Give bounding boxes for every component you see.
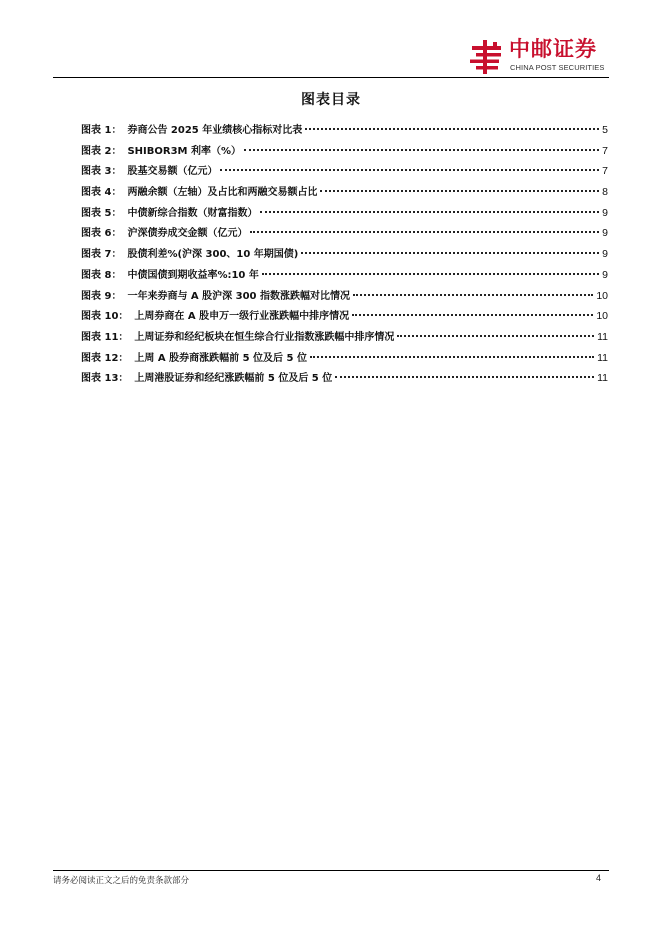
toc-entry-text: 一年来券商与 A 股沪深 300 指数涨跌幅对比情况 — [127, 290, 350, 302]
toc-dot-leader — [335, 364, 594, 378]
toc-entry-page: 11 — [597, 330, 608, 343]
toc-entry-page: 7 — [602, 165, 608, 178]
toc-entry-label: 图表 2： — [81, 145, 122, 157]
toc-entry-text: 上周证券和经纪板块在恒生综合行业指数涨跌幅中排序情况 — [134, 331, 395, 343]
toc-entry-text: 沪深债券成交金额（亿元） — [127, 228, 248, 240]
toc-entry-label: 图表 11： — [81, 331, 129, 343]
toc-dot-leader — [397, 323, 594, 337]
toc-entry-text: 中债新综合指数（财富指数） — [127, 207, 258, 219]
toc-dot-leader — [310, 344, 594, 358]
toc-dot-leader — [352, 302, 593, 316]
toc-entry-page: 9 — [602, 268, 608, 281]
footer-page-number: 4 — [595, 873, 601, 883]
china-post-logo-icon — [469, 39, 505, 75]
toc-entry-page: 10 — [596, 310, 608, 323]
toc-entry-text: 上周券商在 A 股申万一级行业涨跌幅中排序情况 — [134, 311, 350, 323]
toc-dot-leader — [301, 240, 599, 254]
toc-entry-page: 8 — [602, 186, 608, 199]
toc-list — [81, 119, 608, 388]
toc-dot-leader — [320, 178, 599, 192]
toc-dot-leader — [305, 116, 599, 130]
toc-entry-label: 图表 5： — [81, 207, 122, 219]
toc-entry-label: 图表 1： — [81, 125, 122, 136]
toc-entry[interactable] — [81, 367, 608, 388]
toc-entry-text: 券商公告 2025 年业绩核心指标对比表 — [127, 125, 303, 136]
toc-entry-page: 11 — [597, 372, 608, 385]
toc-entry-page: 5 — [602, 124, 608, 136]
toc-entry-text: 两融余额（左轴）及占比和两融交易额占比 — [127, 187, 318, 199]
toc-entry-text: 上周 A 股券商涨跌幅前 5 位及后 5 位 — [134, 352, 307, 364]
toc-entry-text: 上周港股证券和经纪涨跌幅前 5 位及后 5 位 — [134, 373, 333, 385]
brand-name-cn: 中邮证券 — [509, 37, 597, 61]
toc-entry-text: 股基交易额（亿元） — [127, 166, 218, 178]
toc-entry-label: 图表 12： — [81, 352, 129, 364]
toc-entry-label: 图表 4： — [81, 187, 122, 199]
toc-entry-page: 10 — [596, 289, 608, 302]
toc-dot-leader — [262, 261, 599, 275]
toc-entry-label: 图表 13： — [81, 373, 129, 385]
header-divider — [53, 77, 609, 78]
toc-entry-label: 图表 10： — [81, 311, 129, 323]
toc-dot-leader — [260, 199, 599, 213]
toc-entry-label: 图表 6： — [81, 228, 122, 240]
toc-dot-leader — [250, 219, 599, 233]
footer-disclaimer: 请务必阅读正文之后的免责条款部分 — [53, 876, 190, 886]
toc-entry-label: 图表 8： — [81, 269, 122, 281]
toc-entry-text: 股债利差%(沪深 300、10 年期国债) — [127, 249, 299, 261]
toc-entry-label: 图表 7： — [81, 249, 122, 261]
toc-dot-leader — [220, 157, 599, 171]
toc-entry-page: 9 — [602, 206, 608, 219]
toc-dot-leader — [244, 137, 599, 151]
toc-entry-page: 11 — [597, 351, 608, 364]
brand-name-en: CHINA POST SECURITIES — [510, 63, 605, 72]
toc-entry-text: 中债国债到期收益率%:10 年 — [127, 269, 259, 281]
toc-entry-label: 图表 9： — [81, 290, 122, 302]
toc-dot-leader — [353, 282, 593, 296]
toc-entry-page: 9 — [602, 248, 608, 261]
footer-divider — [53, 870, 609, 871]
toc-entry-label: 图表 3： — [81, 166, 122, 178]
toc-title: 图表目录 — [301, 92, 361, 108]
toc-entry-page: 9 — [602, 227, 608, 240]
brand-logo — [469, 36, 615, 76]
toc-entry-page: 7 — [602, 144, 608, 157]
toc-entry-text: SHIBOR3M 利率（%） — [127, 145, 241, 157]
